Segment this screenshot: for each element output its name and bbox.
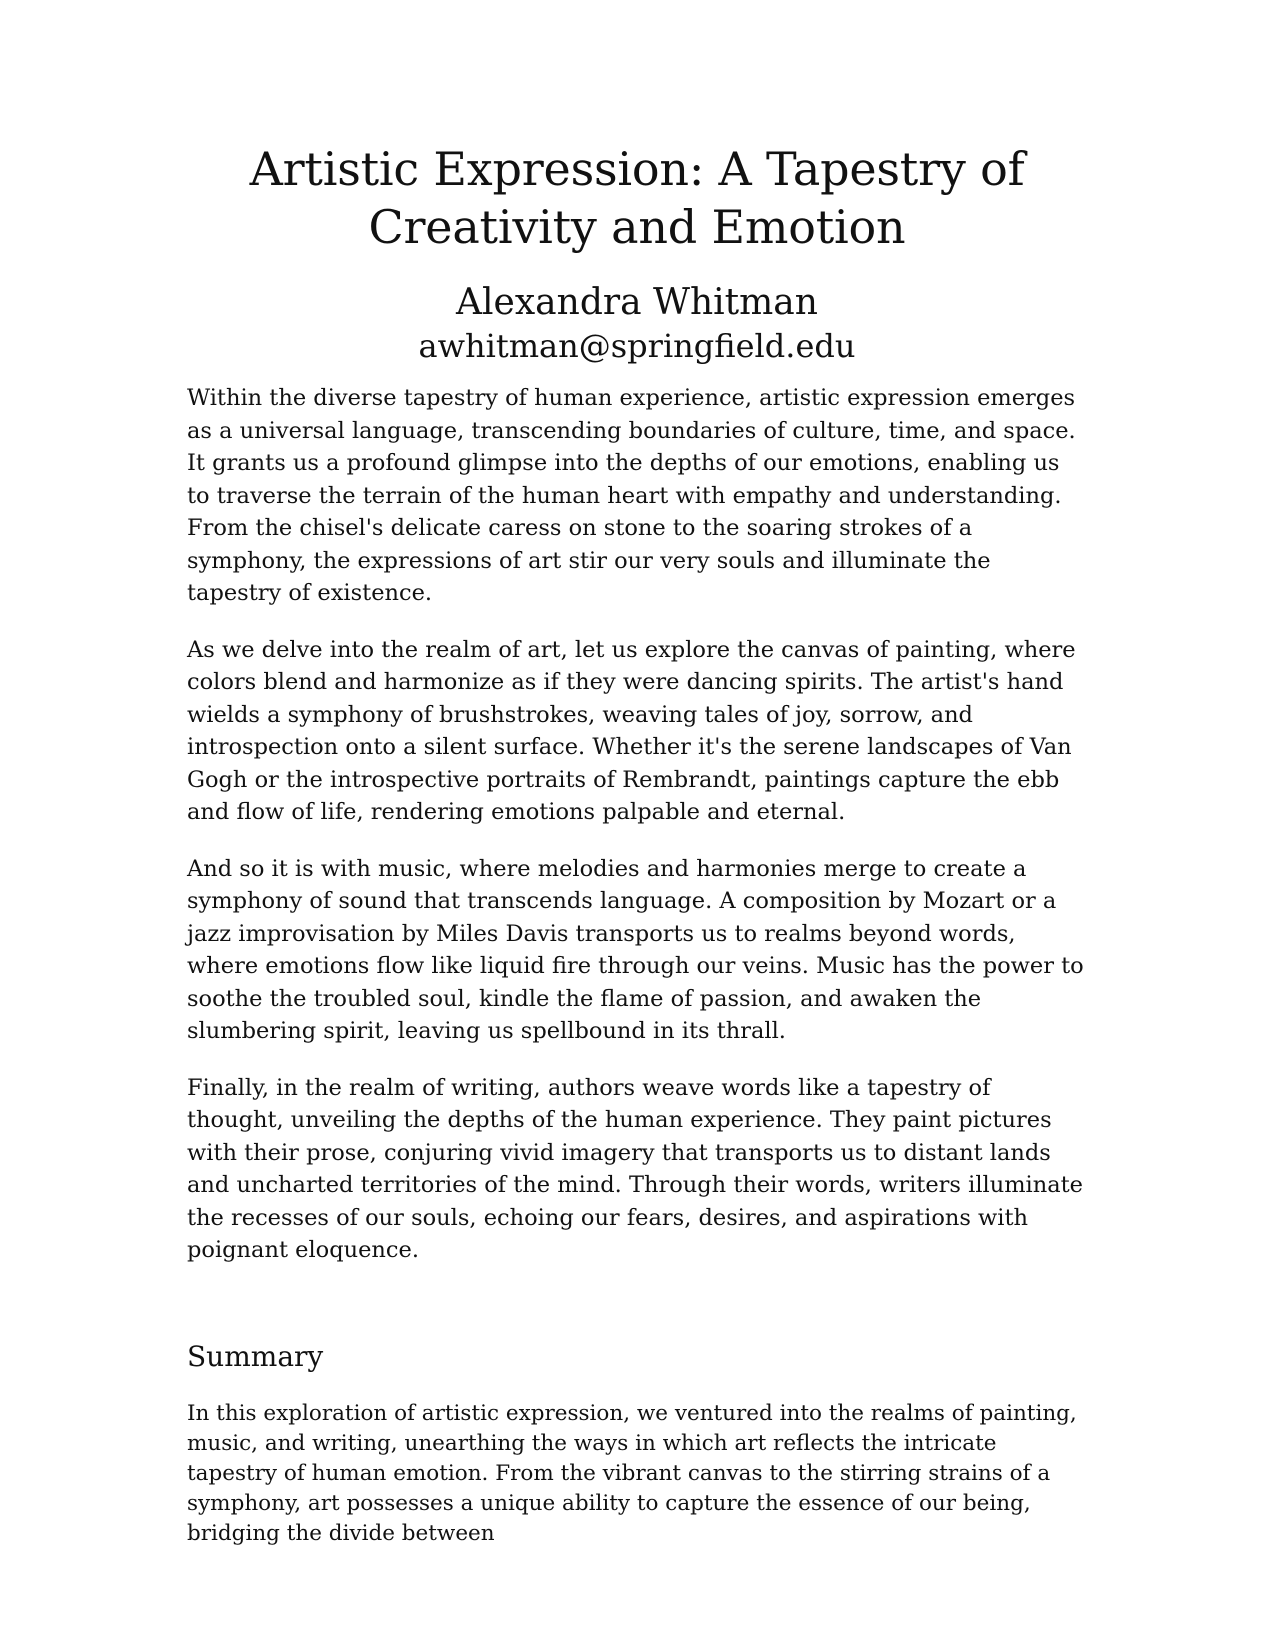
body-text bbox=[187, 382, 1087, 1267]
paragraph: And so it is with music, where melodies and harmonies merge to create a symphony of sound that transcends language. A composition by Mozart or a jazz improvisation by Miles Davis transports us to realms beyond words, where emotions flow like liquid fire through our veins. Music has the power to soothe the troubled soul, kindle the flame of passion, and awaken the slumbering spirit, leaving us spellbound in its thrall. bbox=[187, 855, 1084, 1044]
author-name: Alexandra Whitman bbox=[456, 282, 818, 323]
summary-heading: Summary bbox=[187, 1339, 324, 1373]
author-email: awhitman@springfield.edu bbox=[418, 327, 856, 365]
paragraph: Finally, in the realm of writing, authors weave words like a tapestry of thought, unveiling the depths of the human experience. They paint pictures with their prose, conjuring vivid imagery that transports us to distant lands and uncharted territories of the mind. Through their words, writers illuminate the recesses of our souls, echoing our fears, desires, and aspirations with poignant eloquence. bbox=[187, 1074, 1083, 1263]
paragraph: As we delve into the realm of art, let us explore the canvas of painting, where colors blend and harmonize as if they were dancing spirits. The artist's hand wields a symphony of brushstrokes, weaving tales of joy, sorrow, and introspection onto a silent surface. Whether it's the serene landscapes of Van Gogh or the introspective portraits of Rembrandt, paintings capture the ebb and flow of life, rendering emotions palpable and eternal. bbox=[187, 636, 1076, 825]
summary-text: In this exploration of artistic expression, we ventured into the realms of painting, music, and writing, unearthing the ways in which art reflects the intricate tapestry of human emotion. From the vibrant canvas to the stirring strains of a symphony, art possesses a unique ability to capture the essence of our being, bridging the divide between bbox=[187, 1400, 1077, 1546]
document-page bbox=[187, 140, 1087, 1549]
author-block bbox=[187, 280, 1087, 366]
document-title: Artistic Expression: A Tapestry of Creativity and Emotion bbox=[249, 142, 1025, 254]
paragraph: Within the diverse tapestry of human experience, artistic expression emerges as a universal language, transcending boundaries of culture, time, and space. It grants us a profound glimpse into the depths of our emotions, enabling us to traverse the terrain of the human heart with empathy and understanding. From the chisel's delicate caress on stone to the soaring strokes of a symphony, the expressions of art stir our very souls and illuminate the tapestry of existence. bbox=[187, 385, 1076, 606]
